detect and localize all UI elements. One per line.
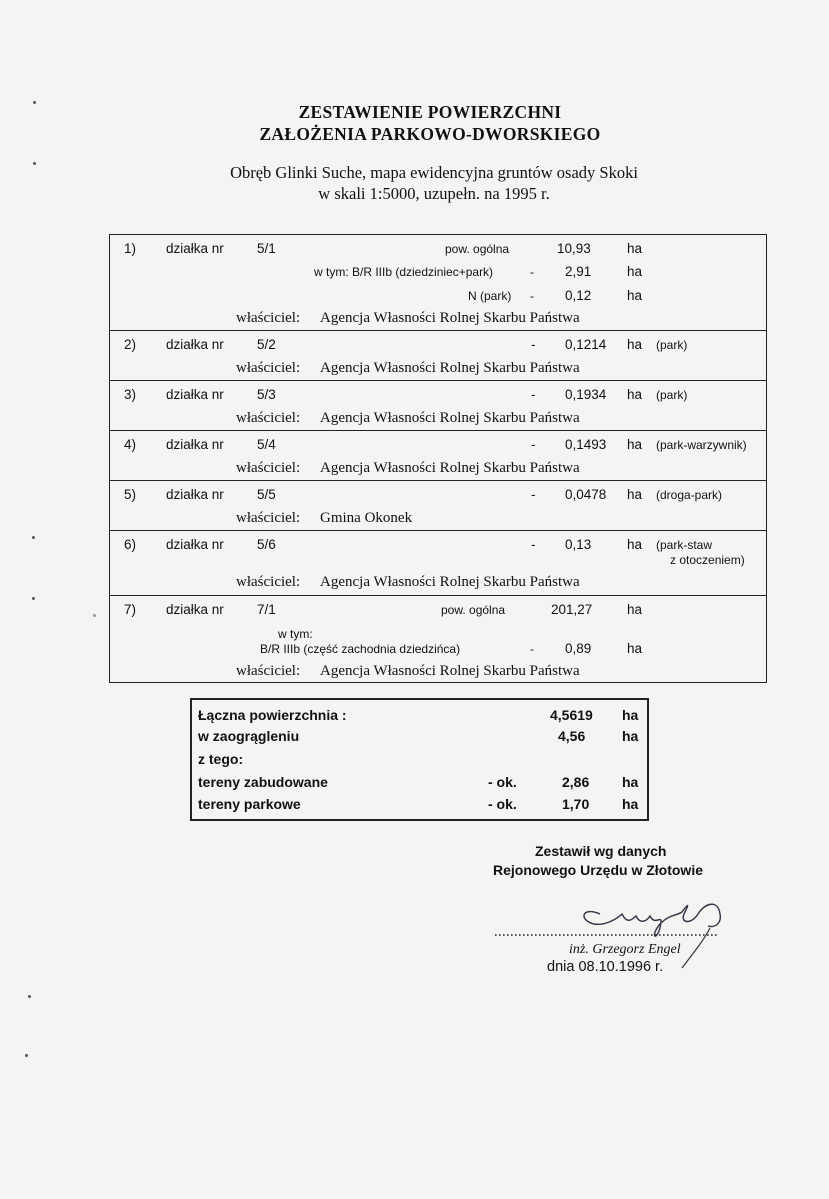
owner-name: Agencja Własności Rolnej Skarbu Państwa [320,663,580,679]
sub-area-intro: w tym: [278,627,313,641]
parcel-id: 5/1 [257,241,276,256]
area-unit: ha [627,437,643,452]
scan-speck [32,536,35,539]
owner-name: Agencja Własności Rolnej Skarbu Państwa [320,310,580,326]
owner-label: właściciel: [236,510,301,526]
parcel-label: działka nr [166,487,224,502]
parcel-row [110,235,766,330]
scan-speck [93,614,96,617]
owner-name: Agencja Własności Rolnej Skarbu Państwa [320,410,580,426]
parcel-row [110,530,766,595]
land-use-note: (park) [656,388,688,402]
land-use-note: (park-warzywnik) [656,438,747,452]
built-up-area-value: 2,86 [562,774,590,790]
area-value: 0,1214 [565,337,607,352]
parcel-label: działka nr [166,437,224,452]
parcel-row [110,480,766,530]
author-name: inż. Grzegorz Engel [569,942,681,957]
area-unit: ha [627,641,643,656]
area-value: 0,13 [565,537,592,552]
document-title-line-2: ZAŁOŻENIA PARKOWO-DWORSKIEGO [259,124,601,144]
area-dash: - [531,337,536,352]
approx-marker: - ok. [488,796,517,812]
compiled-by-line-2: Rejonowego Urzędu w Złotowie [493,862,703,878]
parcel-id: 5/3 [257,387,276,402]
sub-area-dash: - [530,265,534,279]
area-unit: ha [622,707,639,723]
area-value: 0,1934 [565,387,607,402]
parcel-id: 5/4 [257,437,276,452]
built-up-area-label: tereny zabudowane [198,774,328,790]
owner-label: właściciel: [236,310,301,326]
parcel-label: działka nr [166,337,224,352]
park-area-value: 1,70 [562,796,590,812]
of-which-label: z tego: [198,751,244,767]
parcel-number: 5) [124,487,137,502]
area-unit: ha [627,487,643,502]
area-dash: - [531,437,536,452]
owner-name: Agencja Własności Rolnej Skarbu Państwa [320,360,580,376]
owner-label: właściciel: [236,574,301,590]
land-use-note: (park-staw [656,538,713,552]
parcel-label: działka nr [166,602,224,617]
owner-label: właściciel: [236,410,301,426]
sub-area-value: 0,12 [565,288,592,303]
land-use-note: (droga-park) [656,488,723,502]
area-value: 0,1493 [565,437,607,452]
scan-speck [25,1054,28,1057]
area-unit: ha [627,537,643,552]
total-area-summary-label: Łączna powierzchnia : [198,707,347,723]
parcel-number: 3) [124,387,137,402]
total-area-label: pow. ogólna [441,603,506,617]
sub-area-label: w tym: B/R IIIb (dziedziniec+park) [314,265,494,279]
owner-label: właściciel: [236,360,301,376]
total-area-value: 201,27 [551,602,593,617]
approx-marker: - ok. [488,774,517,790]
parcel-id: 7/1 [257,602,276,617]
area-unit: ha [627,288,643,303]
area-dash: - [531,487,536,502]
sub-area-label: B/R IIIb (część zachodnia dziedzińca) [260,642,461,656]
sub-area-label: N (park) [468,289,512,303]
area-unit: ha [627,241,643,256]
owner-label: właściciel: [236,460,301,476]
parcel-number: 2) [124,337,137,352]
fenced-area-value: 4,56 [558,728,586,744]
land-use-note: (park) [656,338,688,352]
land-use-note: z otoczeniem) [670,553,745,567]
area-unit: ha [627,602,643,617]
parcel-row [110,380,766,430]
signature-dotted-line [495,933,719,937]
area-unit: ha [622,796,639,812]
parcel-number: 7) [124,602,137,617]
parcel-row [110,595,766,682]
scan-speck [28,995,31,998]
compiled-by-line-1: Zestawił wg danych [535,843,667,859]
owner-name: Agencja Własności Rolnej Skarbu Państwa [320,574,580,590]
area-dash: - [531,387,536,402]
area-value: 0,0478 [565,487,607,502]
owner-name: Gmina Okonek [320,510,413,526]
area-unit: ha [622,774,639,790]
parcel-number: 4) [124,437,137,452]
total-area-value: 10,93 [557,241,591,256]
document-subtitle-line-2: w skali 1:5000, uzupełn. na 1995 r. [318,184,550,203]
document-date: dnia 08.10.1996 r. [547,959,664,975]
area-unit: ha [627,337,643,352]
area-dash: - [531,537,536,552]
area-unit: ha [627,387,643,402]
area-unit: ha [622,728,639,744]
park-area-label: tereny parkowe [198,796,301,812]
total-area-label: pow. ogólna [445,242,510,256]
parcel-label: działka nr [166,241,224,256]
parcel-id: 5/6 [257,537,276,552]
area-unit: ha [627,264,643,279]
owner-name: Agencja Własności Rolnej Skarbu Państwa [320,460,580,476]
owner-label: właściciel: [236,663,301,679]
total-area-summary-value: 4,5619 [550,707,593,723]
document-subtitle-line-1: Obręb Glinki Suche, mapa ewidencyjna gruntów osady Skoki [230,163,638,182]
parcels-table [109,234,767,683]
parcel-number: 6) [124,537,137,552]
parcel-row [110,430,766,480]
fenced-area-label: w zaogrągleniu [198,728,300,744]
parcel-label: działka nr [166,387,224,402]
sub-area-dash: - [530,289,534,303]
parcel-number: 1) [124,241,137,256]
sub-area-value: 0,89 [565,641,592,656]
document-title-line-1: ZESTAWIENIE POWIERZCHNI [298,102,562,122]
parcel-id: 5/5 [257,487,276,502]
scan-speck [32,597,35,600]
parcel-id: 5/2 [257,337,276,352]
parcel-label: działka nr [166,537,224,552]
sub-area-dash: - [530,642,534,656]
sub-area-value: 2,91 [565,264,592,279]
summary-box [190,698,649,821]
parcel-row [110,330,766,380]
